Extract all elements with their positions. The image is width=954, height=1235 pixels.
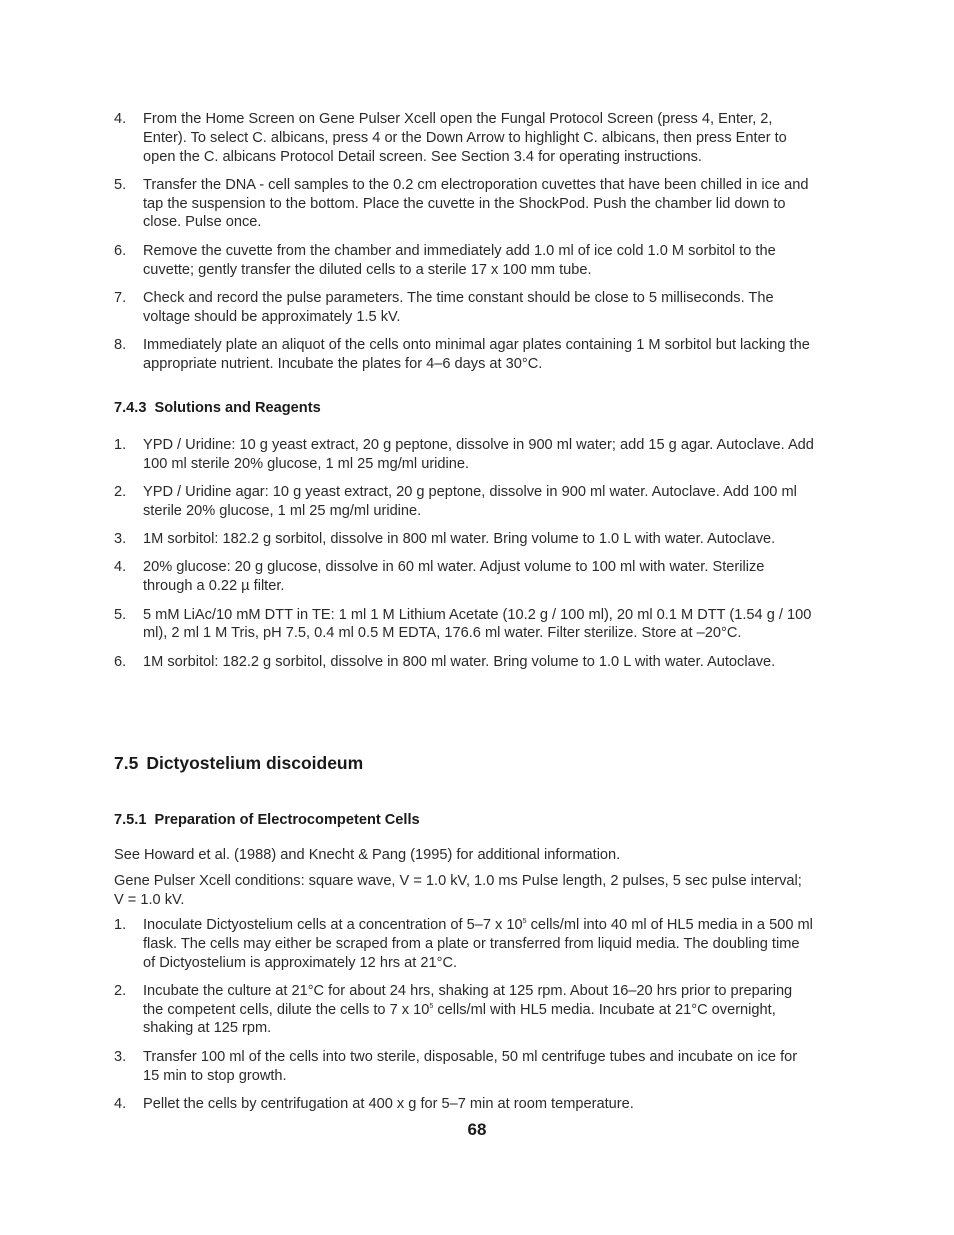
- item-number: 1.: [114, 437, 127, 453]
- step-number: 6.: [114, 242, 127, 259]
- item-text: YPD / Uridine: 10 g yeast extract, 20 g peptone, dissolve in 900 ml water; add 15 g agar. Autoclave. Add 100 ml sterile 20% glucose, 1 ml 25 mg/ml uridine.: [143, 437, 814, 472]
- exponent: 5: [522, 918, 527, 925]
- step-text: Remove the cuvette from the chamber and immediately add 1.0 ml of ice cold 1.0 M sorbitol to the cuvette; gently transfer the diluted cells to a sterile 17 x 100 mm tube.: [143, 242, 776, 278]
- section-heading-7-4-3: [114, 400, 814, 416]
- item-text: 5 mM LiAc/10 mM DTT in TE: 1 ml 1 M Lithium Acetate (10.2 g / 100 ml), 20 ml 0.1 M DTT (1.54 g / 100 ml), 2 ml 1 M Tris, pH 7.5, 0.4 ml 0.5 M EDTA, 176.6 ml water. Filter sterilize. Store at –20°C.: [143, 606, 812, 642]
- step-text: From the Home Screen on Gene Pulser Xcell open the Fungal Protocol Screen (press 4, Enter, 2, Enter). To select C. albicans, press 4 or the Down Arrow to highlight C. albicans, then press Enter to open the C. albicans Protocol Detail screen. See Section 3.4 for operating instructions.: [143, 111, 787, 165]
- step-text: Check and record the pulse parameters. The time constant should be close to 5 milliseconds. The voltage should be approximately 1.5 kV.: [143, 289, 774, 325]
- step-text: Pellet the cells by centrifugation at 400 x g for 5–7 min at room temperature.: [143, 1095, 634, 1112]
- step-text: Immediately plate an aliquot of the cells onto minimal agar plates containing 1 M sorbitol but lacking the appropriate nutrient. Incubate the plates for 4–6 days at 30°C.: [143, 336, 810, 372]
- item-number: 2.: [114, 484, 127, 501]
- exponent: 5: [429, 1002, 434, 1010]
- list-item: [114, 558, 814, 596]
- item-text: 20% glucose: 20 g glucose, dissolve in 60 ml water. Adjust volume to 100 ml with water. Sterilize through a 0.22 µ filter.: [143, 559, 765, 595]
- section-heading-7-5: [114, 753, 814, 774]
- step-text-cont: cells/ml with HL5 media. Incubate at 21°C overnight, shaking at 125 rpm.: [143, 1001, 776, 1037]
- step-text: Incubate the culture at 21°C for about 24 hrs, shaking at 125 rpm. About 16–20 hrs prior to preparing the competent cells, dilute the cells to 7 x 10: [143, 982, 793, 1018]
- item-number: 4.: [114, 559, 127, 576]
- list-item: [114, 1095, 814, 1114]
- step-number: 4.: [114, 1095, 127, 1112]
- step-number: 5.: [114, 176, 127, 193]
- list-item: [114, 336, 814, 374]
- list-item: [114, 176, 814, 232]
- step-number: 7.: [114, 289, 127, 306]
- step-text: Inoculate Dictyostelium cells at a concentration of 5–7 x 10: [143, 917, 523, 933]
- section-number: 7.5: [114, 753, 139, 773]
- conditions-paragraph: [114, 872, 814, 910]
- section-title: Preparation of Electrocompetent Cells: [154, 812, 420, 828]
- step-number: 1.: [114, 917, 127, 933]
- step-text: Transfer 100 ml of the cells into two sterile, disposable, 50 ml centrifuge tubes and incubate on ice for 15 min to stop growth.: [143, 1048, 798, 1084]
- step-number: 8.: [114, 336, 127, 353]
- list-item: [114, 289, 814, 327]
- protocol-steps-list: [114, 110, 814, 383]
- item-text: 1M sorbitol: 182.2 g sorbitol, dissolve in 800 ml water. Bring volume to 1.0 L with water. Autoclave.: [143, 531, 776, 548]
- list-item: [114, 606, 814, 644]
- item-number: 3.: [114, 531, 127, 548]
- list-item: [114, 436, 814, 474]
- section-number: 7.4.3: [114, 400, 147, 416]
- item-number: 6.: [114, 653, 127, 670]
- section-title: Dictyostelium discoideum: [146, 753, 364, 773]
- list-item: [114, 1048, 814, 1086]
- step-text: Transfer the DNA - cell samples to the 0.2 cm electroporation cuvettes that have been chilled in ice and tap the suspension to the bottom. Place the cuvette in the ShockPod. Push the chamber lid down to close. Pulse once.: [143, 176, 809, 231]
- section-heading-7-5-1: [114, 812, 814, 828]
- list-item: [114, 483, 814, 521]
- step-number: 4.: [114, 111, 127, 127]
- item-text: YPD / Uridine agar: 10 g yeast extract, 20 g peptone, dissolve in 900 ml water. Autoclave. Add 100 ml sterile 20% glucose, 1 ml 25 mg/ml uridine.: [143, 484, 797, 519]
- section-number: 7.5.1: [114, 812, 147, 828]
- page-number: 68: [467, 1120, 487, 1139]
- section-title: Solutions and Reagents: [154, 400, 321, 416]
- list-item: [114, 916, 814, 972]
- step-number: 3.: [114, 1048, 127, 1065]
- list-item: [114, 653, 814, 672]
- list-item: [114, 242, 814, 280]
- list-item: [114, 110, 814, 166]
- item-number: 5.: [114, 606, 127, 623]
- item-text: 1M sorbitol: 182.2 g sorbitol, dissolve in 800 ml water. Bring volume to 1.0 L with water. Autoclave.: [143, 653, 776, 670]
- conditions-text: Gene Pulser Xcell conditions: square wave, V = 1.0 kV, 1.0 ms Pulse length, 2 pulses, 5 sec pulse interval; V = 1.0 kV.: [114, 873, 802, 908]
- reagents-list: [114, 436, 814, 681]
- dicty-steps-list: [114, 916, 814, 1123]
- intro-paragraph: [114, 846, 814, 865]
- step-text-cont: cells/ml into 40 ml of HL5 media in a 500 ml flask. The cells may either be scraped from a plate or transferred from liquid media. The doubling time of Dictyostelium is approximately 12 hrs at 21°C.: [143, 917, 813, 971]
- reference-text: See Howard et al. (1988) and Knecht & Pang (1995) for additional information.: [114, 847, 621, 863]
- list-item: [114, 982, 814, 1038]
- list-item: [114, 530, 814, 549]
- step-number: 2.: [114, 982, 127, 999]
